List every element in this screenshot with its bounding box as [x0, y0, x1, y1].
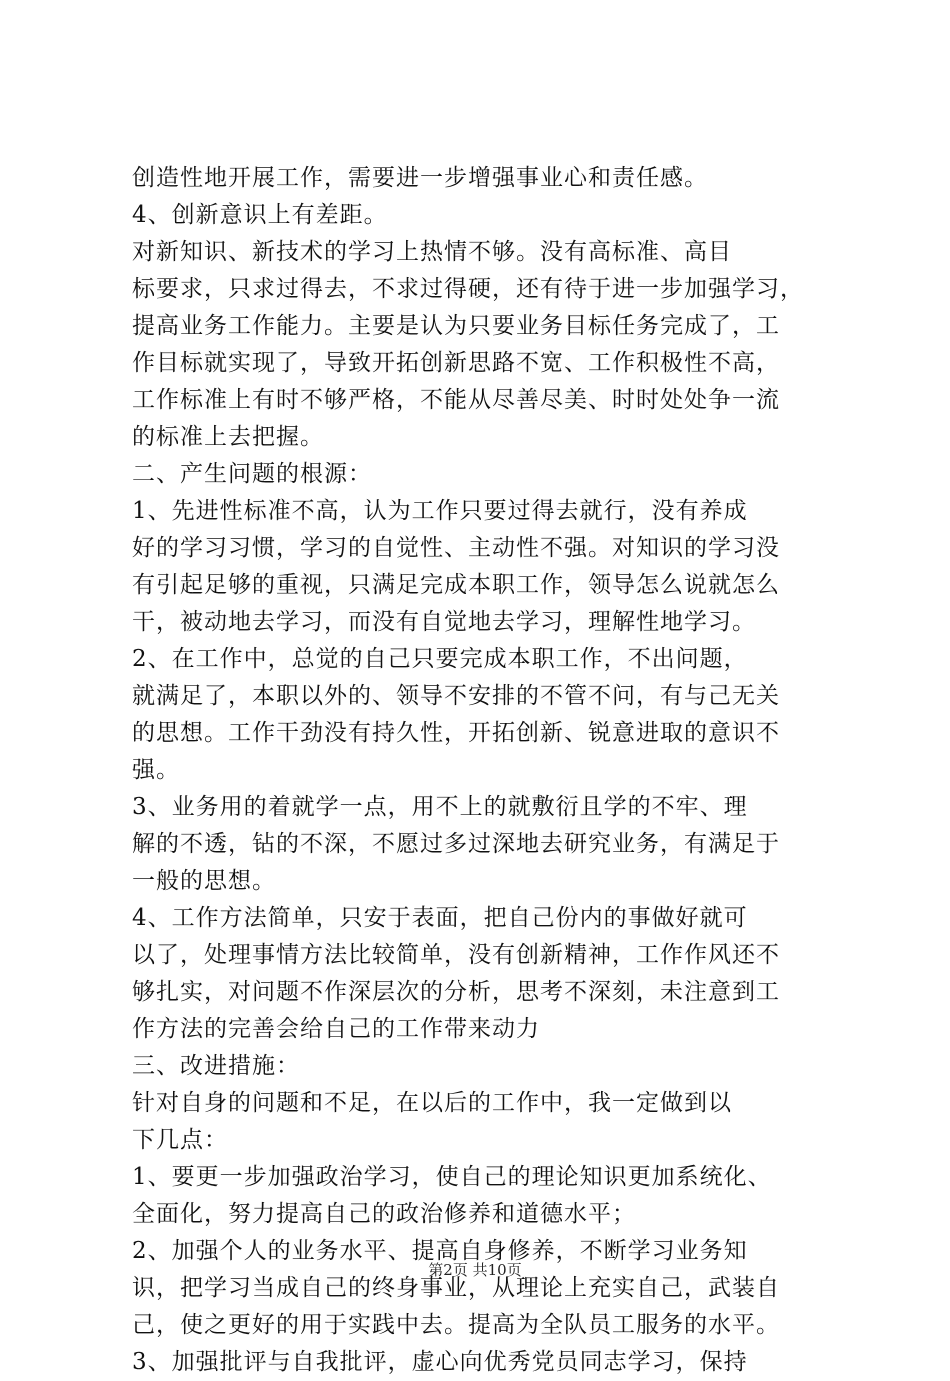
text-line: 三、改进措施： [132, 1053, 300, 1079]
text-line: 提高业务工作能力。主要是认为只要业务目标任务完成了，工 [132, 313, 780, 339]
text-line: 1、先进性标准不高，认为工作只要过得去就行，没有养成 [132, 498, 748, 524]
text-line: 下几点： [132, 1127, 228, 1153]
text-line: 强。 [132, 757, 180, 783]
text-line: 3、加强批评与自我批评，虚心向优秀党员同志学习，保持 [132, 1349, 748, 1375]
text-line: 作目标就实现了，导致开拓创新思路不宽、工作积极性不高， [132, 350, 780, 376]
text-line: 2、加强个人的业务水平、提高自身修养，不断学习业务知 [132, 1238, 748, 1264]
text-line: 干，被动地去学习，而没有自觉地去学习，理解性地学习。 [132, 609, 756, 635]
text-line: 够扎实，对问题不作深层次的分析，思考不深刻，未注意到工 [132, 979, 780, 1005]
text-line: 全面化，努力提高自己的政治修养和道德水平； [132, 1201, 636, 1227]
text-line: 对新知识、新技术的学习上热情不够。没有高标准、高目 [132, 239, 732, 265]
text-line: 4、创新意识上有差距。 [132, 202, 388, 228]
text-line: 标要求，只求过得去，不求过得硬，还有待于进一步加强学习， [132, 276, 804, 302]
document-body [132, 160, 832, 1381]
text-line: 的思想。工作干劲没有持久性，开拓创新、锐意进取的意识不 [132, 720, 780, 746]
text-line: 1、要更一步加强政治学习，使自己的理论知识更加系统化、 [132, 1164, 772, 1190]
text-line: 有引起足够的重视，只满足完成本职工作，领导怎么说就怎么 [132, 572, 780, 598]
text-line: 一般的思想。 [132, 868, 276, 894]
text-line: 以了，处理事情方法比较简单，没有创新精神，工作作风还不 [132, 942, 780, 968]
text-line: 解的不透，钻的不深，不愿过多过深地去研究业务，有满足于 [132, 831, 780, 857]
text-line: 好的学习习惯，学习的自觉性、主动性不强。对知识的学习没 [132, 535, 780, 561]
text-line: 的标准上去把握。 [132, 424, 324, 450]
text-line: 针对自身的问题和不足，在以后的工作中，我一定做到以 [132, 1090, 732, 1116]
text-line: 就满足了，本职以外的、领导不安排的不管不问，有与己无关 [132, 683, 780, 709]
text-line: 己，使之更好的用于实践中去。提高为全队员工服务的水平。 [132, 1312, 780, 1338]
text-line: 识，把学习当成自己的终身事业，从理论上充实自己，武装自 [132, 1275, 780, 1301]
text-line: 二、产生问题的根源： [132, 461, 372, 487]
text-line: 工作标准上有时不够严格，不能从尽善尽美、时时处处争一流 [132, 387, 780, 413]
text-line: 2、在工作中，总觉的自己只要完成本职工作，不出问题， [132, 646, 748, 672]
text-line: 3、业务用的着就学一点，用不上的就敷衍且学的不牢、理 [132, 794, 748, 820]
text-line: 创造性地开展工作，需要进一步增强事业心和责任感。 [132, 165, 708, 191]
page-footer: 第2页 共10页 [428, 1261, 522, 1279]
text-line: 作方法的完善会给自己的工作带来动力 [132, 1016, 540, 1042]
text-line: 4、工作方法简单，只安于表面，把自己份内的事做好就可 [132, 905, 748, 931]
